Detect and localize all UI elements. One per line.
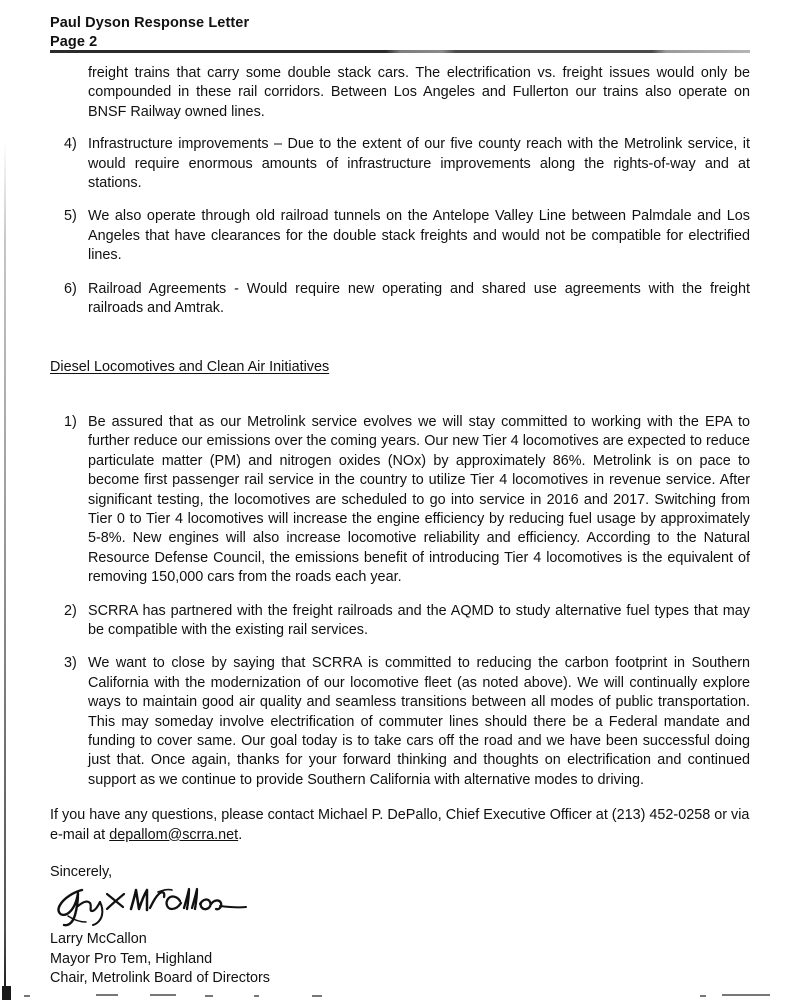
list-item — [50, 280, 750, 319]
letter-header-title: Paul Dyson Response Letter — [50, 15, 250, 31]
clean-air-initiatives-list — [50, 413, 750, 790]
signer-title-line-1: Mayor Pro Tem, Highland — [50, 950, 213, 967]
list-item — [50, 135, 750, 193]
closing-text-after-email: . — [238, 826, 243, 843]
electrification-issues-list — [50, 135, 750, 318]
list-item-text: SCRRA has partnered with the freight railroads and the AQMD to study alternative fuel types that may be compatible with the existing rail services. — [88, 602, 750, 638]
closing-text-before-email: If you have any questions, please contact Michael P. DePallo, Chief Executive Officer at (213) 452-0258 or via e-mail at — [50, 807, 750, 843]
list-item — [50, 207, 750, 265]
list-item-text: We want to close by saying that SCRRA is committed to reducing the carbon footprint in Southern California with the modernization of our locomotive fleet (as noted above). We will continually explore ways to maintain good air quality and seamless transitions between all modes of public transportation. This may someday involve electrification of commuter lines should there be a Federal mandate and funding to cover same. Our goal today is to take cars off the road and we have been successful doing just that. Once again, thanks for your forward thinking and thoughts on electrification and continued support as we continue to provide Southern California with alternative modes to driving. — [88, 655, 750, 788]
signer-name: Larry McCallon — [50, 931, 147, 948]
list-item — [50, 413, 750, 588]
list-item — [50, 654, 750, 790]
section-heading: Diesel Locomotives and Clean Air Initiatives — [50, 359, 330, 376]
continued-paragraph: freight trains that carry some double stack cars. The electrification vs. freight issues would only be compounded in these rail corridors. Between Los Angeles and Fullerton our trains also operate on BNSF Railway owned lines. — [88, 65, 750, 120]
list-item-marker: 5) — [64, 208, 77, 225]
scan-speck-artifacts — [0, 991, 790, 998]
list-item-text: Be assured that as our Metrolink service evolves we will stay committed to working with the EPA to further reduce our emissions over the coming years. Our new Tier 4 locomotives are expected to reduce particulate matter (PM) and nitrogen oxides (NOx) by approximately 86%. Metrolink is on pace to become first passenger rail service in the country to utilize Tier 4 locomotives in revenue service. After significant testing, the locomotives are scheduled to go into service in 2016 and 2017. Switching from Tier 0 to Tier 4 locomotives will increase the engine efficiency by reducing fuel usage by approximately 5-8%. New engines will also increase locomotive reliability and efficiency. According to the Natural Resource Defense Council, the emissions benefit of introducing Tier 4 locomotives is the equivalent of removing 150,000 cars from the roads each year. — [88, 413, 750, 586]
signer-title-line-2: Chair, Metrolink Board of Directors — [50, 970, 270, 987]
letter-body — [50, 64, 750, 989]
list-item-marker: 4) — [64, 136, 77, 153]
closing-contact-paragraph — [50, 806, 750, 845]
signer-block — [50, 930, 750, 988]
scan-edge-artifact — [4, 140, 6, 1000]
list-item-marker: 3) — [64, 655, 77, 672]
list-item-text: Infrastructure improvements – Due to the extent of our five county reach with the Metrolink service, it would require enormous amounts of infrastructure improvements along the rights-of-way and at stations. — [88, 136, 750, 192]
letter-header-page-number: Page 2 — [50, 34, 98, 50]
header-divider-rule — [50, 50, 750, 53]
letter-header — [50, 14, 249, 52]
list-item-marker: 1) — [64, 413, 77, 430]
sign-off-text: Sincerely, — [50, 864, 113, 880]
list-item-marker: 2) — [64, 602, 77, 619]
handwritten-signature — [50, 884, 750, 928]
list-item-marker: 6) — [64, 280, 77, 297]
list-item-text: Railroad Agreements - Would require new operating and shared use agreements with the freight railroads and Amtrak. — [88, 280, 750, 317]
contact-email-link[interactable]: depallom@scrra.net — [109, 826, 239, 843]
list-item — [50, 602, 750, 641]
list-item-text: We also operate through old railroad tunnels on the Antelope Valley Line between Palmdale and Los Angeles that have clearances for the double stack freights and would not be compatible for electrified lines. — [88, 208, 750, 264]
section-heading-container — [50, 338, 750, 394]
